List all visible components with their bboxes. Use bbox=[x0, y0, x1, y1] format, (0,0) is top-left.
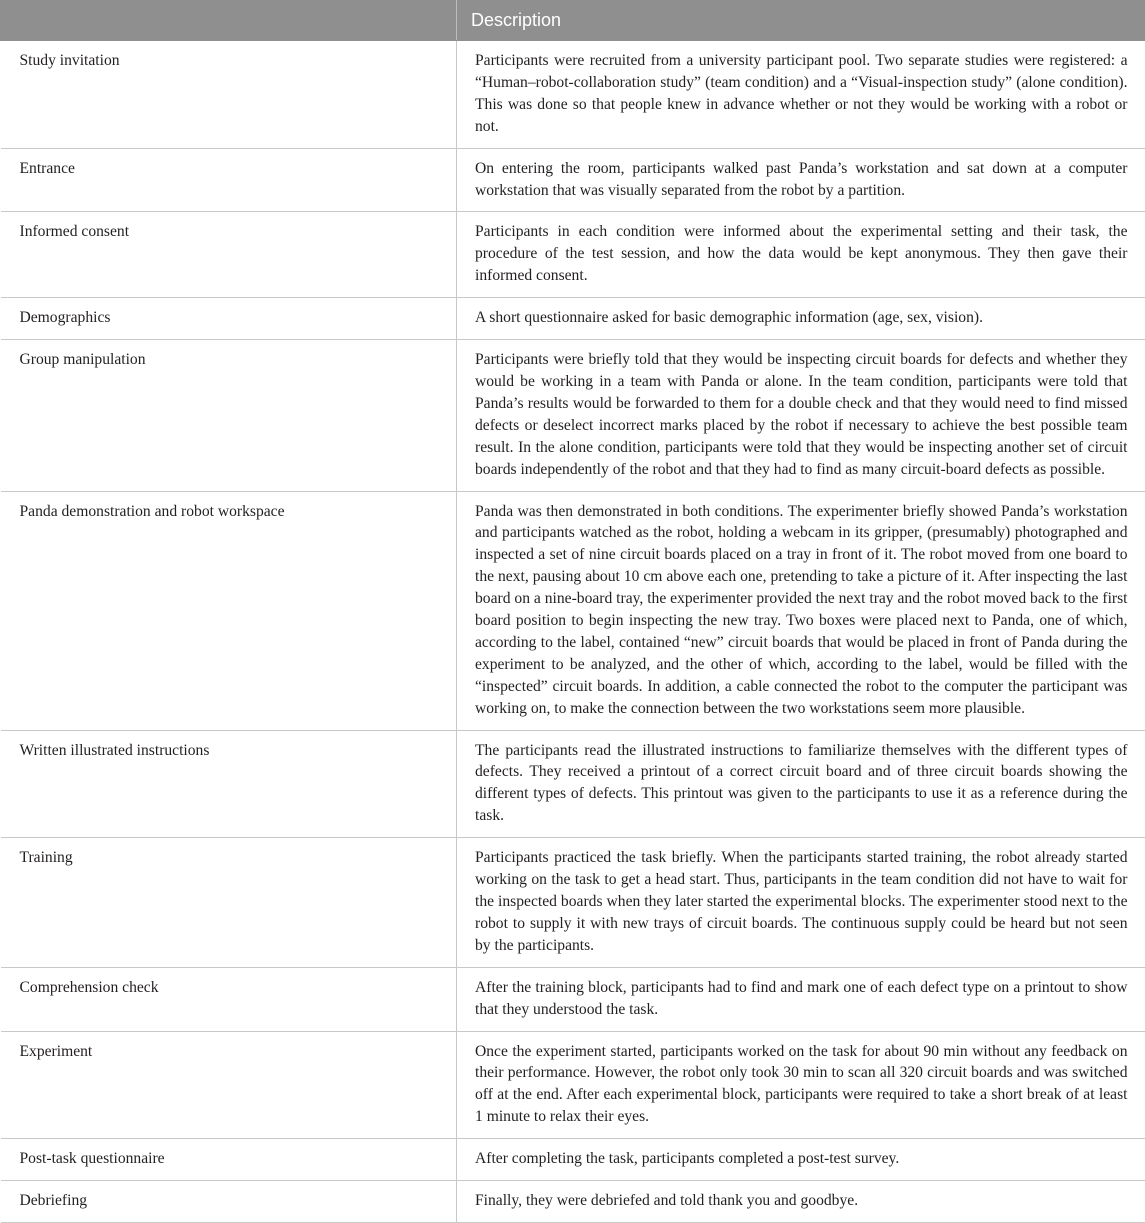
step-cell: Group manipulation bbox=[1, 340, 457, 491]
table-row bbox=[1, 1181, 1145, 1223]
description-cell: Participants were recruited from a university participant pool. Two separate studies were registered: a “Human–robot-collaboration study” (team condition) and a “Visual-inspection study” (alone condition). This was done so that people knew in advance whether or not they would be working with a robot or not. bbox=[457, 41, 1145, 149]
table-row bbox=[1, 148, 1145, 212]
table-row bbox=[1, 730, 1145, 838]
step-cell: Experiment bbox=[1, 1031, 457, 1139]
table-row bbox=[1, 212, 1145, 298]
table-row bbox=[1, 340, 1145, 491]
table-row bbox=[1, 298, 1145, 340]
table-row bbox=[1, 838, 1145, 968]
table-body bbox=[1, 41, 1145, 1223]
description-cell: After the training block, participants had to find and mark one of each defect type on a printout to show that they understood the task. bbox=[457, 967, 1145, 1031]
description-cell: On entering the room, participants walked past Panda’s workstation and sat down at a computer workstation that was visually separated from the robot by a partition. bbox=[457, 148, 1145, 212]
table-header bbox=[1, 1, 1145, 41]
header-row bbox=[1, 1, 1145, 41]
step-cell: Debriefing bbox=[1, 1181, 457, 1223]
step-cell: Study invitation bbox=[1, 41, 457, 149]
table-row bbox=[1, 1139, 1145, 1181]
description-cell: A short questionnaire asked for basic demographic information (age, sex, vision). bbox=[457, 298, 1145, 340]
description-cell: Panda was then demonstrated in both conditions. The experimenter briefly showed Panda’s workstation and participants watched as the robot, holding a webcam in its gripper, (presumably) photographed and inspected a set of nine circuit boards placed on a tray in front of it. The robot moved from one board to the next, pausing about 10 cm above each one, pretending to take a picture of it. After inspecting the last board on a nine-board tray, the experimenter provided the next tray and the robot moved back to the first board position to begin inspecting the new tray. Two boxes were placed next to Panda, one of which, according to the label, contained “new” circuit boards that would be placed in front of Panda during the experiment to be analyzed, and the other of which, according to the label, would be filled with the “inspected” circuit boards. In addition, a cable connected the robot to the computer the participant was working on, to make the connection between the two workstations seem more plausible. bbox=[457, 491, 1145, 730]
step-cell: Informed consent bbox=[1, 212, 457, 298]
table-row bbox=[1, 41, 1145, 149]
description-cell: Participants were briefly told that they would be inspecting circuit boards for defects and whether they would be working in a team with Panda or alone. In the team condition, participants were told that Panda’s results would be forwarded to them for a double check and that they would need to find missed defects or deselect incorrect marks placed by the robot if necessary to achieve the best possible team result. In the alone condition, participants were told that they would be inspecting another set of circuit boards independently of the robot and that they had to find as many circuit-board defects as possible. bbox=[457, 340, 1145, 491]
description-cell: After completing the task, participants completed a post-test survey. bbox=[457, 1139, 1145, 1181]
table-row bbox=[1, 491, 1145, 730]
description-cell: Finally, they were debriefed and told thank you and goodbye. bbox=[457, 1181, 1145, 1223]
step-cell: Panda demonstration and robot workspace bbox=[1, 491, 457, 730]
table-row bbox=[1, 967, 1145, 1031]
step-cell: Entrance bbox=[1, 148, 457, 212]
description-cell: Participants in each condition were informed about the experimental setting and their task, the procedure of the test session, and how the data would be kept anonymous. They then gave their informed consent. bbox=[457, 212, 1145, 298]
description-cell: Participants practiced the task briefly. When the participants started training, the robot already started working on the task to get a head start. Thus, participants in the team condition did not have to wait for the inspected boards when they later started the experimental blocks. The experimenter stood next to the robot to supply it with new trays of circuit boards. The continuous supply could be heard but not seen by the participants. bbox=[457, 838, 1145, 968]
step-cell: Demographics bbox=[1, 298, 457, 340]
step-cell: Post-task questionnaire bbox=[1, 1139, 457, 1181]
header-description: Description bbox=[457, 1, 1145, 41]
table-row bbox=[1, 1031, 1145, 1139]
description-cell: The participants read the illustrated instructions to familiarize themselves with the different types of defects. They received a printout of a correct circuit board and of three circuit boards showing the different types of defects. This printout was given to the participants to use it as a reference during the task. bbox=[457, 730, 1145, 838]
header-step bbox=[1, 1, 457, 41]
step-cell: Training bbox=[1, 838, 457, 968]
description-cell: Once the experiment started, participants worked on the task for about 90 min without any feedback on their performance. However, the robot only took 30 min to scan all 320 circuit boards and was switched off at the end. After each experimental block, participants were required to take a short break of at least 1 minute to relax their eyes. bbox=[457, 1031, 1145, 1139]
step-cell: Written illustrated instructions bbox=[1, 730, 457, 838]
step-cell: Comprehension check bbox=[1, 967, 457, 1031]
